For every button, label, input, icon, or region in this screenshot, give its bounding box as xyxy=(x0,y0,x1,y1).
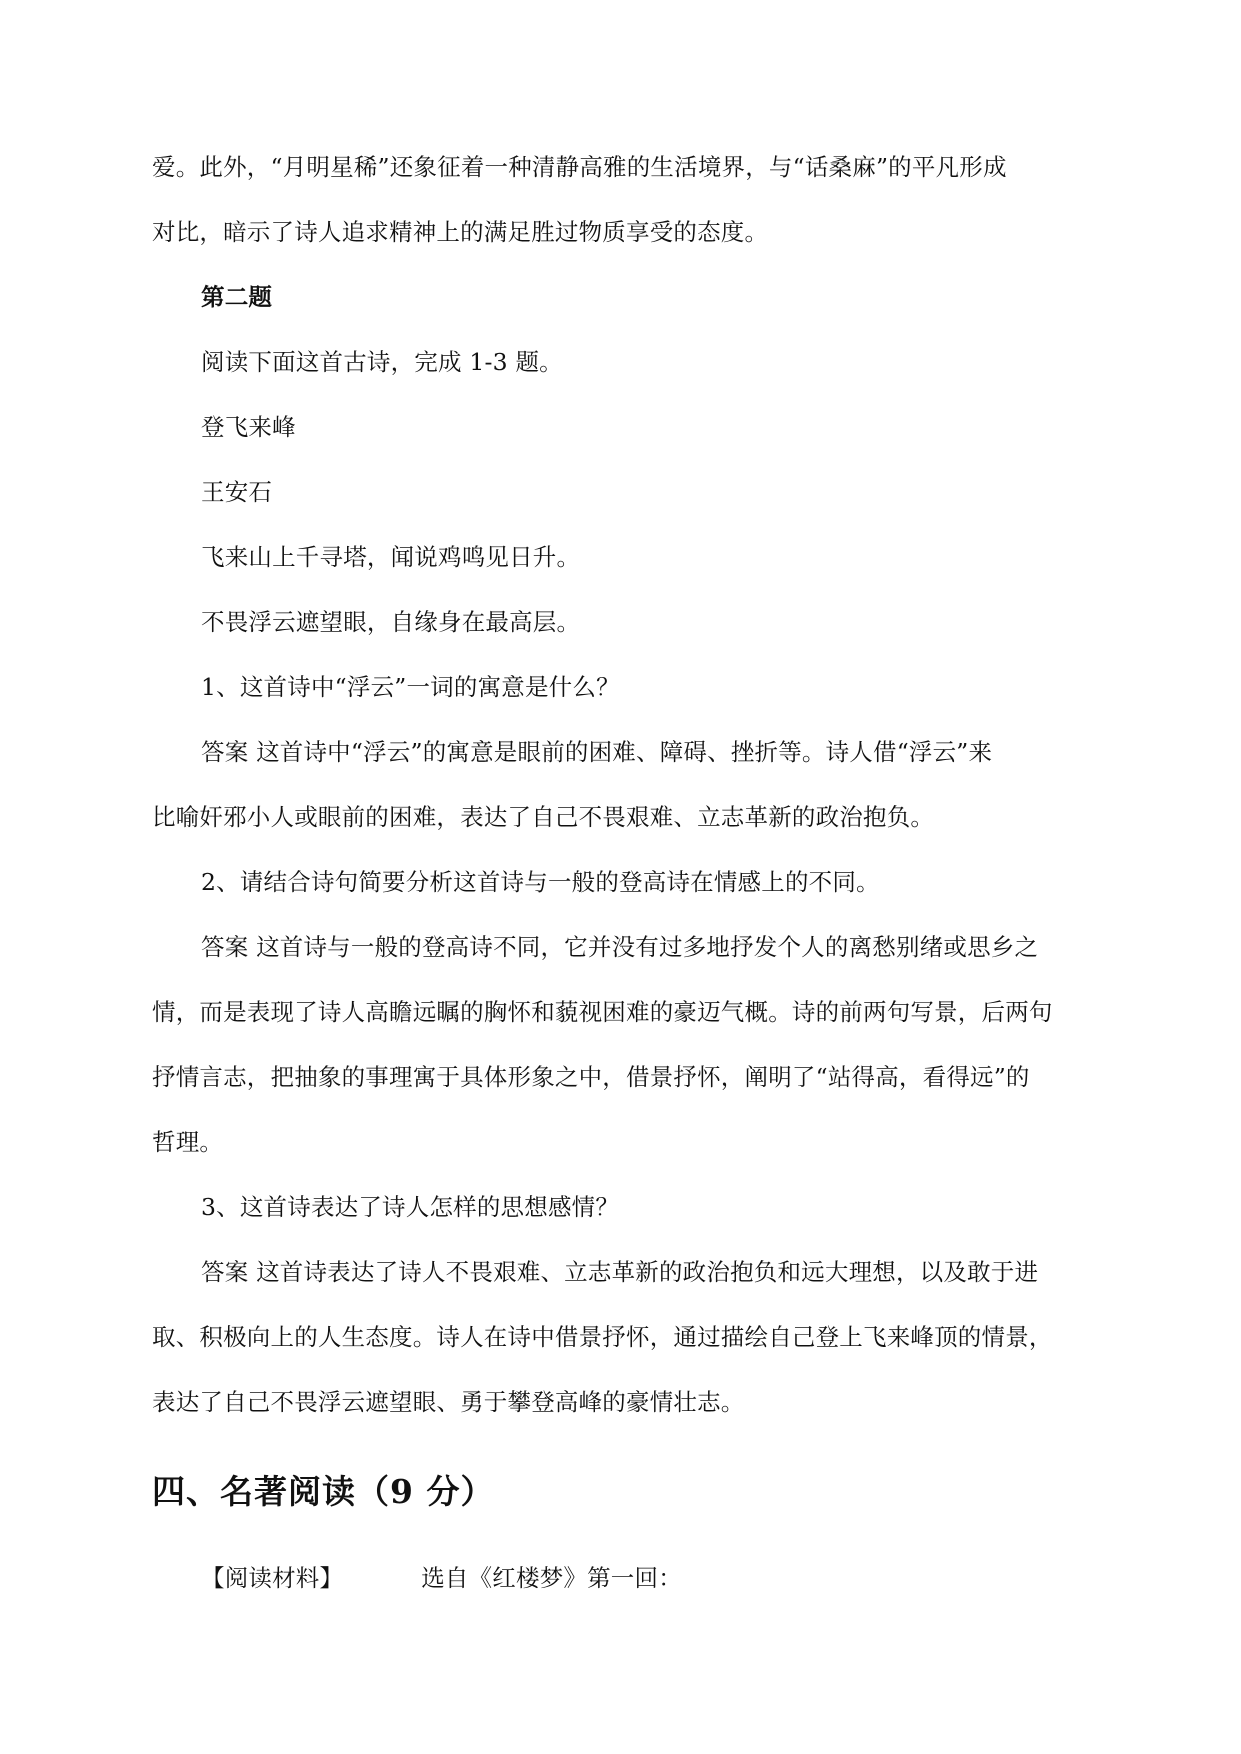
paragraph-line: 对比，暗示了诗人追求精神上的满足胜过物质享受的态度。 xyxy=(152,218,769,246)
question-3: 3、这首诗表达了诗人怎样的思想感情？ xyxy=(201,1193,620,1221)
answer-2-line: 答案 这首诗与一般的登高诗不同，它并没有过多地抒发个人的离愁别绪或思乡之 xyxy=(201,933,1039,961)
section-heading: 四、名著阅读（9 分） xyxy=(152,1472,495,1511)
answer-3-line: 表达了自己不畏浮云遮望眼、勇于攀登高峰的豪情壮志。 xyxy=(152,1388,745,1416)
answer-3-line: 取、积极向上的人生态度。诗人在诗中借景抒怀，通过描绘自己登上飞来峰顶的情景， xyxy=(152,1323,1053,1351)
answer-1-line: 比喻奸邪小人或眼前的困难，表达了自己不畏艰难、立志革新的政治抱负。 xyxy=(152,803,935,831)
poem-line: 不畏浮云遮望眼，自缘身在最高层。 xyxy=(201,608,581,636)
poem-line: 飞来山上千寻塔，闻说鸡鸣见日升。 xyxy=(201,543,581,571)
material-source: 选自《红楼梦》第一回： xyxy=(421,1564,682,1592)
answer-3-line: 答案 这首诗表达了诗人不畏艰难、立志革新的政治抱负和远大理想，以及敢于进 xyxy=(201,1258,1039,1286)
answer-1-line: 答案 这首诗中“浮云”的寓意是眼前的困难、障碍、挫折等。诗人借“浮云”来 xyxy=(201,738,993,766)
instruction-text: 阅读下面这首古诗，完成 1-3 题。 xyxy=(201,348,563,376)
answer-2-line: 哲理。 xyxy=(152,1128,224,1156)
material-label: 【阅读材料】 xyxy=(201,1564,344,1592)
answer-2-line: 抒情言志，把抽象的事理寓于具体形象之中，借景抒怀，阐明了“站得高，看得远”的 xyxy=(152,1063,1030,1091)
paragraph-line: 爱。此外，“月明星稀”还象征着一种清静高雅的生活境界，与“话桑麻”的平凡形成 xyxy=(152,153,1007,181)
poem-author: 王安石 xyxy=(201,478,273,506)
poem-title: 登飞来峰 xyxy=(201,413,296,441)
question-2: 2、请结合诗句简要分析这首诗与一般的登高诗在情感上的不同。 xyxy=(201,868,880,896)
question-1: 1、这首诗中“浮云”一词的寓意是什么？ xyxy=(201,673,620,701)
question-title: 第二题 xyxy=(201,283,273,311)
answer-2-line: 情，而是表现了诗人高瞻远瞩的胸怀和藐视困难的豪迈气概。诗的前两句写景，后两句 xyxy=(152,998,1053,1026)
material-line xyxy=(201,1563,682,1593)
